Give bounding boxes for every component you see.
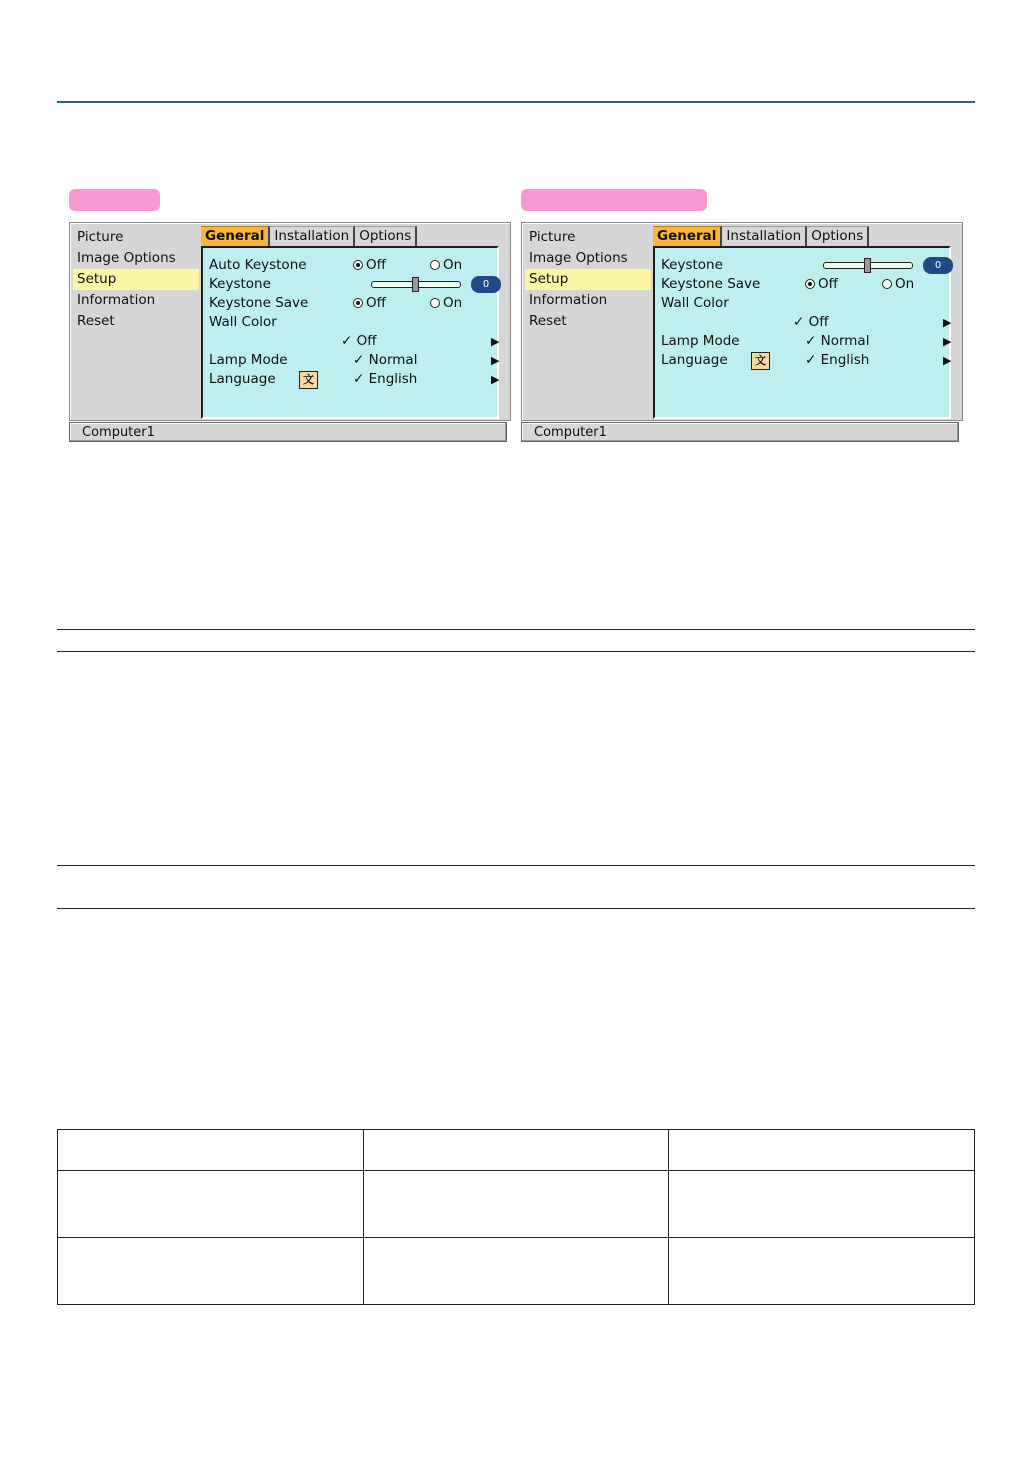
- osd-right-nav: [525, 227, 651, 332]
- table-cell: [58, 1171, 364, 1238]
- tab-options[interactable]: Options: [355, 226, 417, 246]
- wall-color-value[interactable]: ✓ Off: [341, 333, 377, 349]
- keystone-slider[interactable]: [823, 262, 913, 269]
- table-cell: [363, 1238, 669, 1305]
- nav-item-setup[interactable]: Setup: [73, 269, 199, 290]
- row-lamp-mode-label: Lamp Mode: [661, 333, 740, 349]
- header-rule: [57, 101, 975, 103]
- blank-table: [57, 1129, 975, 1305]
- keystone-slider-thumb[interactable]: [412, 277, 419, 292]
- osd-tabs: [653, 226, 869, 246]
- language-value[interactable]: ✓ English: [805, 352, 870, 368]
- keystone-value-badge: 0: [923, 257, 953, 274]
- table-cell: [363, 1130, 669, 1171]
- label-pill-left: [69, 189, 160, 211]
- radio-empty-icon: [430, 298, 440, 308]
- language-value[interactable]: ✓ English: [353, 371, 418, 387]
- table-cell: [363, 1171, 669, 1238]
- triangle-right-icon[interactable]: ▶: [943, 316, 952, 329]
- row-keystone-save-label: Keystone Save: [661, 276, 761, 292]
- tab-installation[interactable]: Installation: [270, 226, 355, 246]
- language-icon: 文: [299, 371, 318, 389]
- radio-empty-icon: [882, 279, 892, 289]
- check-icon: ✓: [805, 352, 817, 368]
- table-cell: [669, 1238, 975, 1305]
- nav-item-reset[interactable]: Reset: [529, 313, 567, 329]
- triangle-right-icon[interactable]: ▶: [943, 354, 952, 367]
- triangle-right-icon[interactable]: ▶: [491, 373, 500, 386]
- row-wall-color-label: Wall Color: [209, 314, 277, 330]
- nav-item-picture[interactable]: Picture: [77, 229, 124, 245]
- nav-item-image-options[interactable]: Image Options: [529, 250, 628, 266]
- row-keystone-label: Keystone: [209, 276, 271, 292]
- radio-selected-icon: [805, 279, 815, 289]
- triangle-right-icon[interactable]: ▶: [491, 354, 500, 367]
- table-row: [58, 1238, 975, 1305]
- label-pill-right: [521, 189, 707, 211]
- nav-item-image-options[interactable]: Image Options: [77, 250, 176, 266]
- settings-panel: [201, 246, 499, 419]
- check-icon: ✓: [341, 333, 353, 349]
- row-keystone-save-label: Keystone Save: [209, 295, 309, 311]
- triangle-right-icon[interactable]: ▶: [943, 335, 952, 348]
- check-icon: ✓: [805, 333, 817, 349]
- row-auto-keystone-label: Auto Keystone: [209, 257, 307, 273]
- keystone-save-off-radio[interactable]: Off: [353, 294, 386, 313]
- row-lamp-mode-label: Lamp Mode: [209, 352, 288, 368]
- table-cell: [669, 1171, 975, 1238]
- check-icon: ✓: [353, 371, 365, 387]
- language-icon: 文: [751, 352, 770, 370]
- table-row: [58, 1171, 975, 1238]
- nav-item-information[interactable]: Information: [529, 292, 608, 308]
- keystone-slider[interactable]: [371, 281, 461, 288]
- row-wall-color-label: Wall Color: [661, 295, 729, 311]
- auto-keystone-off-radio[interactable]: Off: [353, 256, 386, 275]
- nav-item-information[interactable]: Information: [77, 292, 156, 308]
- osd-tabs: [201, 226, 417, 246]
- table-cell: [58, 1130, 364, 1171]
- nav-item-picture[interactable]: Picture: [529, 229, 576, 245]
- osd-status-bar: Computer1: [521, 422, 959, 442]
- keystone-slider-thumb[interactable]: [864, 258, 871, 273]
- keystone-save-on-radio[interactable]: On: [882, 275, 914, 294]
- table-cell: [58, 1238, 364, 1305]
- check-icon: ✓: [353, 352, 365, 368]
- osd-status-bar: Computer1: [69, 422, 507, 442]
- radio-selected-icon: [353, 298, 363, 308]
- tab-general[interactable]: General: [201, 226, 270, 246]
- row-language-label: Language: [209, 371, 276, 387]
- check-icon: ✓: [793, 314, 805, 330]
- keystone-save-on-radio[interactable]: On: [430, 294, 462, 313]
- settings-panel: [653, 246, 951, 419]
- radio-empty-icon: [430, 260, 440, 270]
- row-keystone-label: Keystone: [661, 257, 723, 273]
- osd-left-nav: [73, 227, 199, 332]
- lamp-mode-value[interactable]: ✓ Normal: [353, 352, 418, 368]
- wall-color-value[interactable]: ✓ Off: [793, 314, 829, 330]
- nav-item-setup[interactable]: Setup: [525, 269, 651, 290]
- radio-selected-icon: [353, 260, 363, 270]
- triangle-right-icon[interactable]: ▶: [491, 335, 500, 348]
- lamp-mode-value[interactable]: ✓ Normal: [805, 333, 870, 349]
- osd-left: [69, 222, 511, 448]
- auto-keystone-on-radio[interactable]: On: [430, 256, 462, 275]
- tab-options[interactable]: Options: [807, 226, 869, 246]
- keystone-value-badge: 0: [471, 276, 501, 293]
- tab-installation[interactable]: Installation: [722, 226, 807, 246]
- section-rule: [57, 651, 975, 652]
- nav-item-reset[interactable]: Reset: [77, 313, 115, 329]
- osd-frame: [69, 222, 511, 421]
- osd-right: [521, 222, 963, 448]
- osd-frame: [521, 222, 963, 421]
- row-language-label: Language: [661, 352, 728, 368]
- table-cell: [669, 1130, 975, 1171]
- section-rule: [57, 865, 975, 866]
- tab-general[interactable]: General: [653, 226, 722, 246]
- table-row: [58, 1130, 975, 1171]
- section-rule: [57, 629, 975, 630]
- section-rule: [57, 908, 975, 909]
- keystone-save-off-radio[interactable]: Off: [805, 275, 838, 294]
